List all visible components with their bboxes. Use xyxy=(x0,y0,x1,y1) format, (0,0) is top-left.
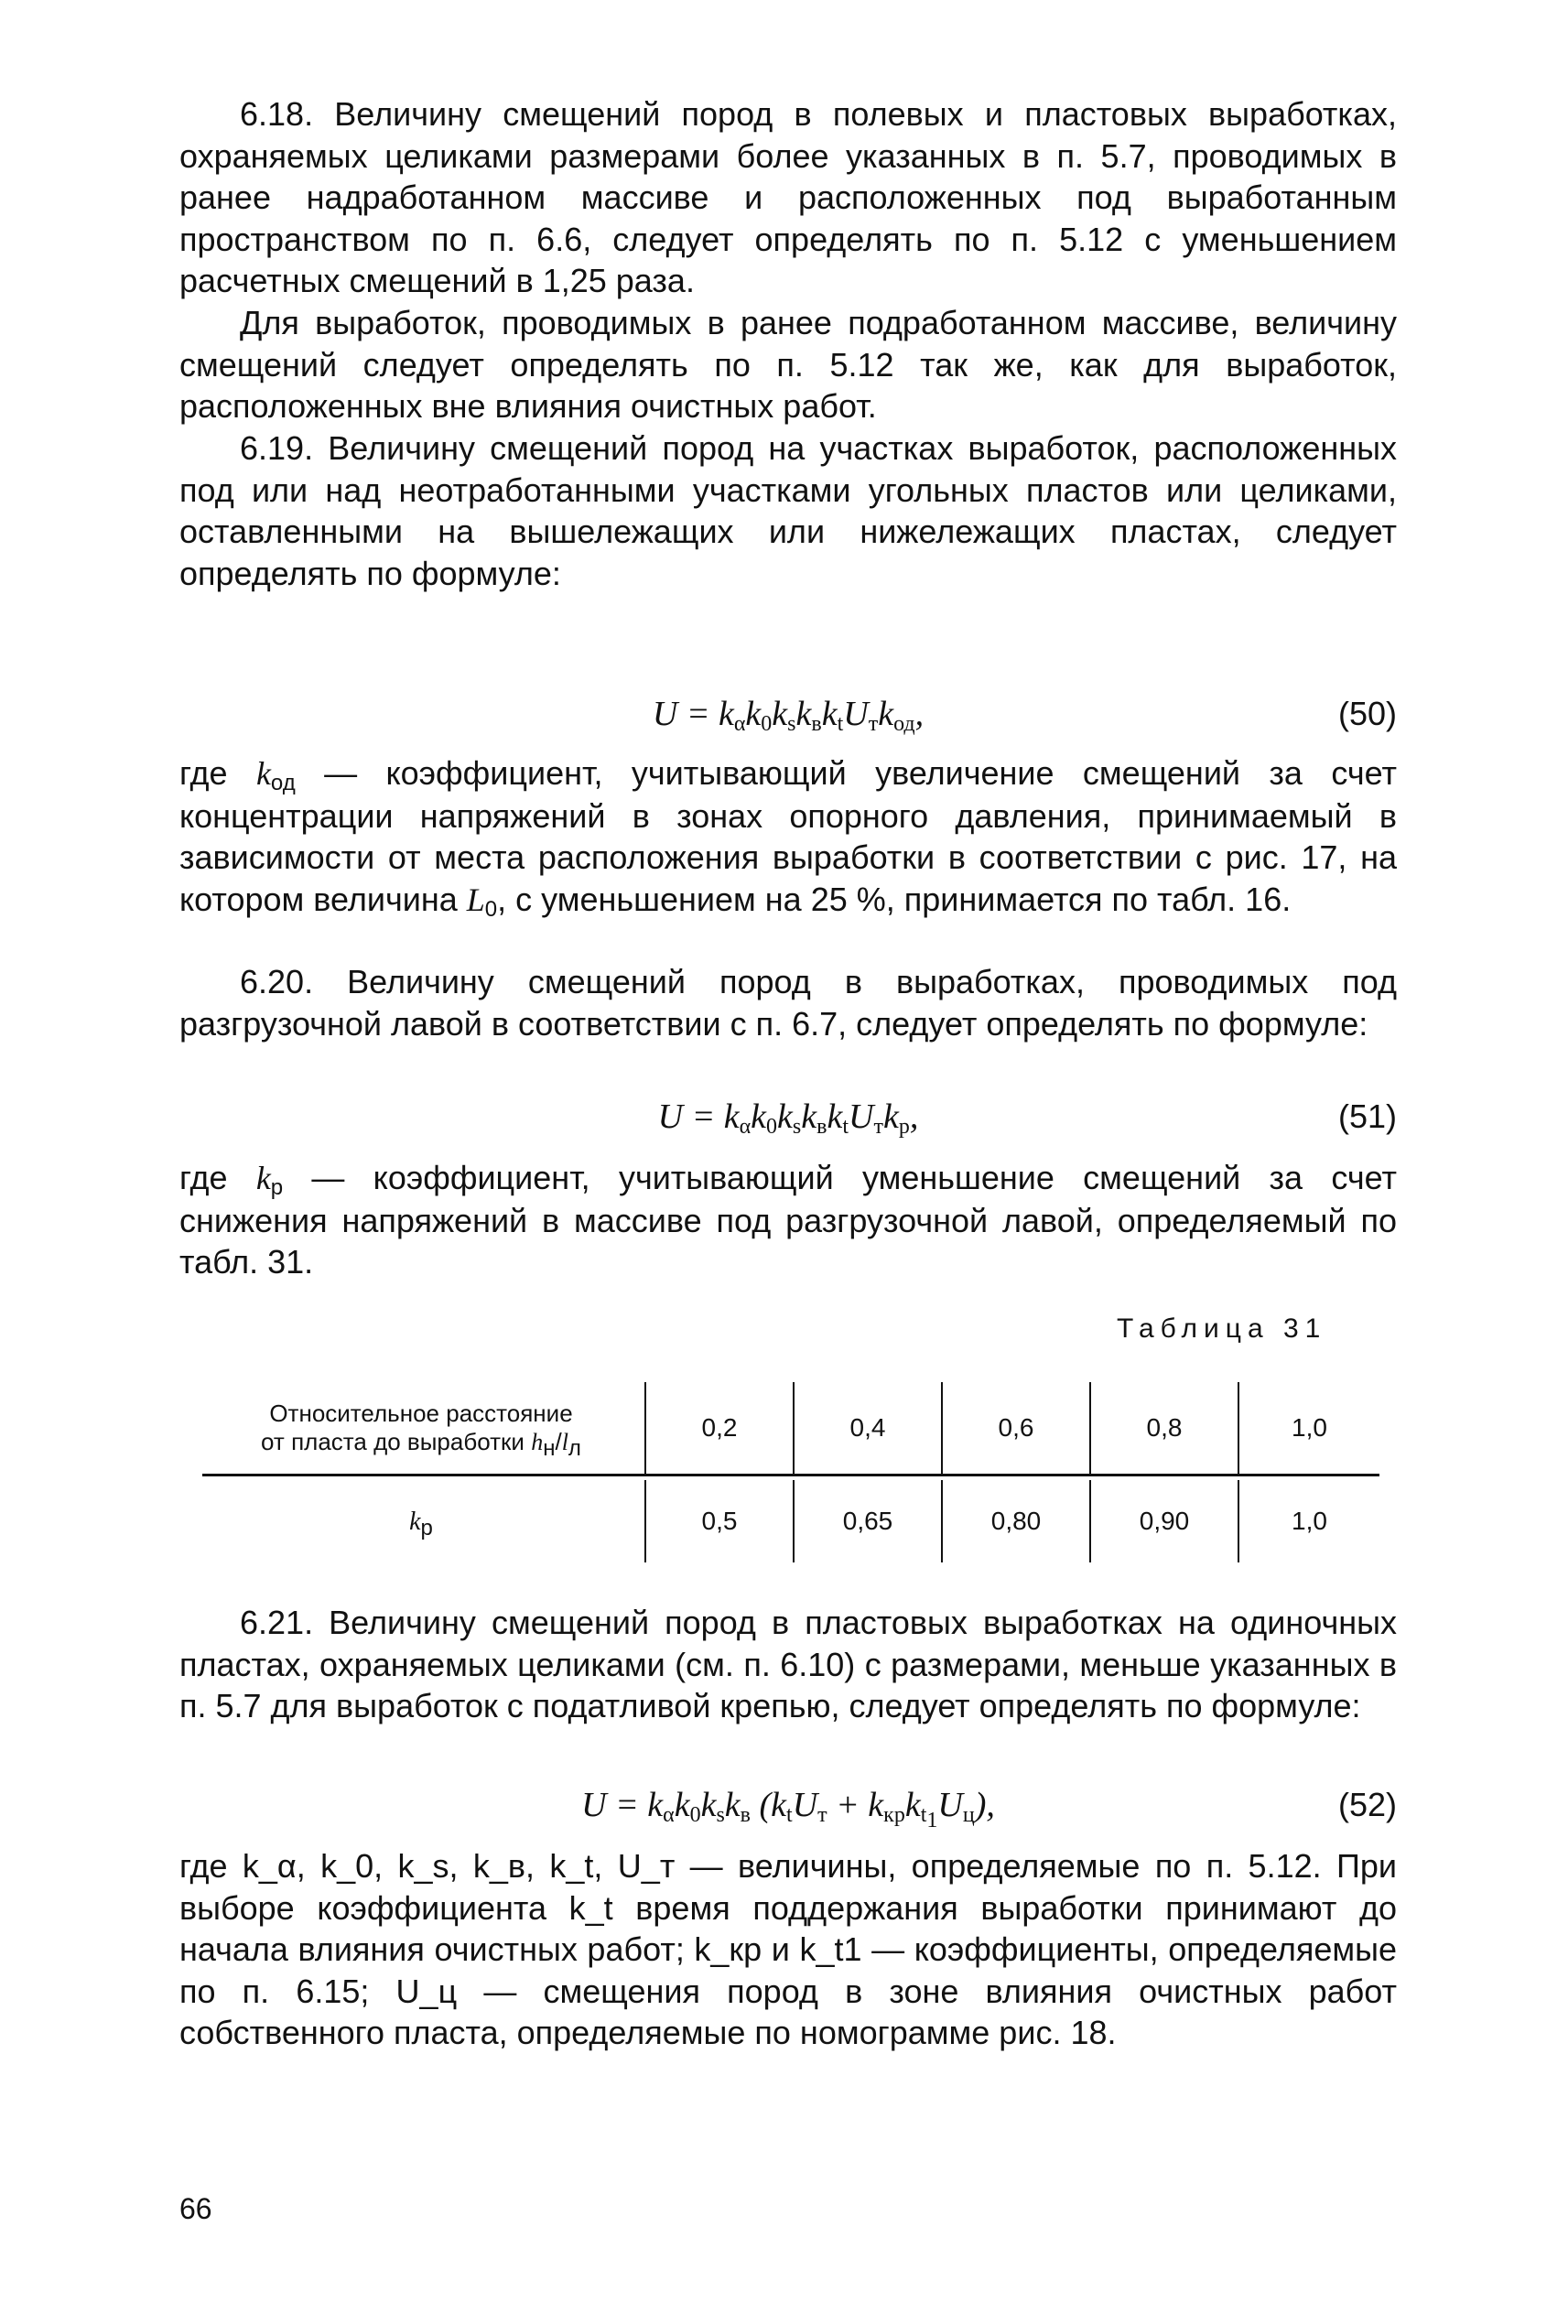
paragraph-6-20-where xyxy=(179,1157,1397,1283)
table-title: Таблица 31 xyxy=(1117,1313,1327,1344)
kp-symbol: k xyxy=(409,1507,421,1536)
header-col-1: 0,2 xyxy=(701,1413,738,1442)
formula-50-number: (50) xyxy=(1337,695,1397,732)
where-text: — коэффициент, учитывающий уменьшение смещений за счет снижения напряжений в массиве под разгрузочной лавой, определяемый по табл. 31. xyxy=(179,1159,1397,1281)
value-col-5: 1,0 xyxy=(1292,1507,1327,1535)
value-col-3: 0,80 xyxy=(990,1507,1042,1535)
kp-subscript: р xyxy=(420,1515,433,1540)
k-od-symbol: k xyxy=(255,755,271,792)
where-text-1: — коэффициент, учитывающий увеличение смещений за счет концентрации напряжений в зонах опорного давления, принимаемый в зависимости от места расположения выработки в соответствии с рис. 17, на котором величина xyxy=(179,754,1397,918)
h-symbol: h xyxy=(531,1429,544,1455)
table-data-row xyxy=(202,1480,1379,1562)
header-col-5: 1,0 xyxy=(1292,1413,1327,1442)
formula-51-expression: $U = k_\alpha k_0k_sk_вk_tU_тk_р$, xyxy=(657,1097,919,1139)
l-symbol: l xyxy=(561,1429,568,1455)
header-label-line2-wrap xyxy=(261,1428,581,1461)
value-col-1: 0,5 xyxy=(701,1507,738,1535)
paragraph-6-18: 6.18. Величину смещений пород в полевых и пластовых выработках, охраняемых целиками размерами более указанных в п. 5.7, проводимых в ранее надработанном массиве и расположенных под выработанным пространством по п. 6.6, следует определять по п. 5.12 с уменьшением расчетных смещений в 1,25 раза. xyxy=(179,95,1397,299)
formula-52 xyxy=(179,1783,1397,1832)
paragraph-6-19-where xyxy=(179,752,1397,921)
h-subscript: н xyxy=(543,1436,556,1461)
formula-52-expression: $U = k_\alpha k_0k_sk_в$ $(k_tU_т + k_{кр}k_{t_1}U_ц)$, xyxy=(581,1786,995,1832)
header-col-2: 0,4 xyxy=(849,1413,886,1442)
table-header-rule xyxy=(202,1474,1379,1476)
formula-51-number: (51) xyxy=(1337,1097,1397,1135)
table-31 xyxy=(202,1382,1379,1562)
row-label-wrap xyxy=(409,1507,433,1540)
table-header-label xyxy=(202,1382,640,1474)
formula-50-expression: $U = k_\alpha k_0k_sk_вk_tU_тk_{од}$, xyxy=(652,695,925,736)
value-col-2: 0,65 xyxy=(842,1507,893,1535)
where-text-2: , с уменьшением на 25 %, принимается по табл. 16. xyxy=(497,880,1292,918)
header-col-4: 0,8 xyxy=(1146,1413,1183,1442)
header-label-line1: Относительное расстояние xyxy=(269,1400,573,1427)
formula-51 xyxy=(179,1095,1397,1139)
where-lead: где xyxy=(179,754,228,792)
paragraph-6-20: 6.20. Величину смещений пород в выработках, проводимых под разгрузочной лавой в соответствии с п. 6.7, следует определять по формуле: xyxy=(179,963,1397,1043)
paragraph-6-21: 6.21. Величину смещений пород в пластовых выработках на одиночных пластах, охраняемых целиками (см. п. 6.10) с размерами, меньше указанных в п. 5.7 для выработок с податливой крепью, следует определять по формуле: xyxy=(179,1604,1397,1724)
page-number: 66 xyxy=(179,2192,212,2225)
l0-subscript: 0 xyxy=(484,896,498,922)
l-subscript: л xyxy=(568,1436,581,1461)
k-r-symbol: k xyxy=(255,1160,271,1196)
l0-symbol: L xyxy=(466,881,485,918)
header-col-3: 0,6 xyxy=(998,1413,1034,1442)
formula-50 xyxy=(179,692,1397,736)
paragraph-6-19: 6.19. Величину смещений пород на участках выработок, расположенных под или над неотработанными участками угольных пластов или целиками, оставленными на вышележащих или нижележащих пластах, следует определять по формуле: xyxy=(179,429,1397,592)
paragraph-6-18-second: Для выработок, проводимых в ранее подработанном массиве, величину смещений следует определять по п. 5.12 так же, как для выработок, расположенных вне влияния очистных работ. xyxy=(179,304,1397,425)
value-col-4: 0,90 xyxy=(1139,1507,1190,1535)
paragraph-6-21-where: где k_α, k_0, k_s, k_в, k_t, U_т — величины, определяемые по п. 5.12. При выборе коэффициента k_t время поддержания выработки принимают до начала влияния очистных работ; k_кр и k_t1 — коэффициенты, определяемые по п. 6.15; U_ц — смещения пород в зоне влияния очистных работ собственного пласта, определяемые по номограмме рис. 18. xyxy=(179,1847,1397,2051)
k-r-subscript: р xyxy=(270,1175,284,1200)
where-lead: где xyxy=(179,1159,228,1196)
table-header-row xyxy=(202,1382,1379,1474)
table-row-label xyxy=(202,1480,640,1562)
header-label-line2: от пласта до выработки xyxy=(261,1428,524,1455)
k-od-subscript: од xyxy=(270,771,296,795)
slash: / xyxy=(555,1428,562,1455)
formula-52-number: (52) xyxy=(1337,1786,1397,1823)
